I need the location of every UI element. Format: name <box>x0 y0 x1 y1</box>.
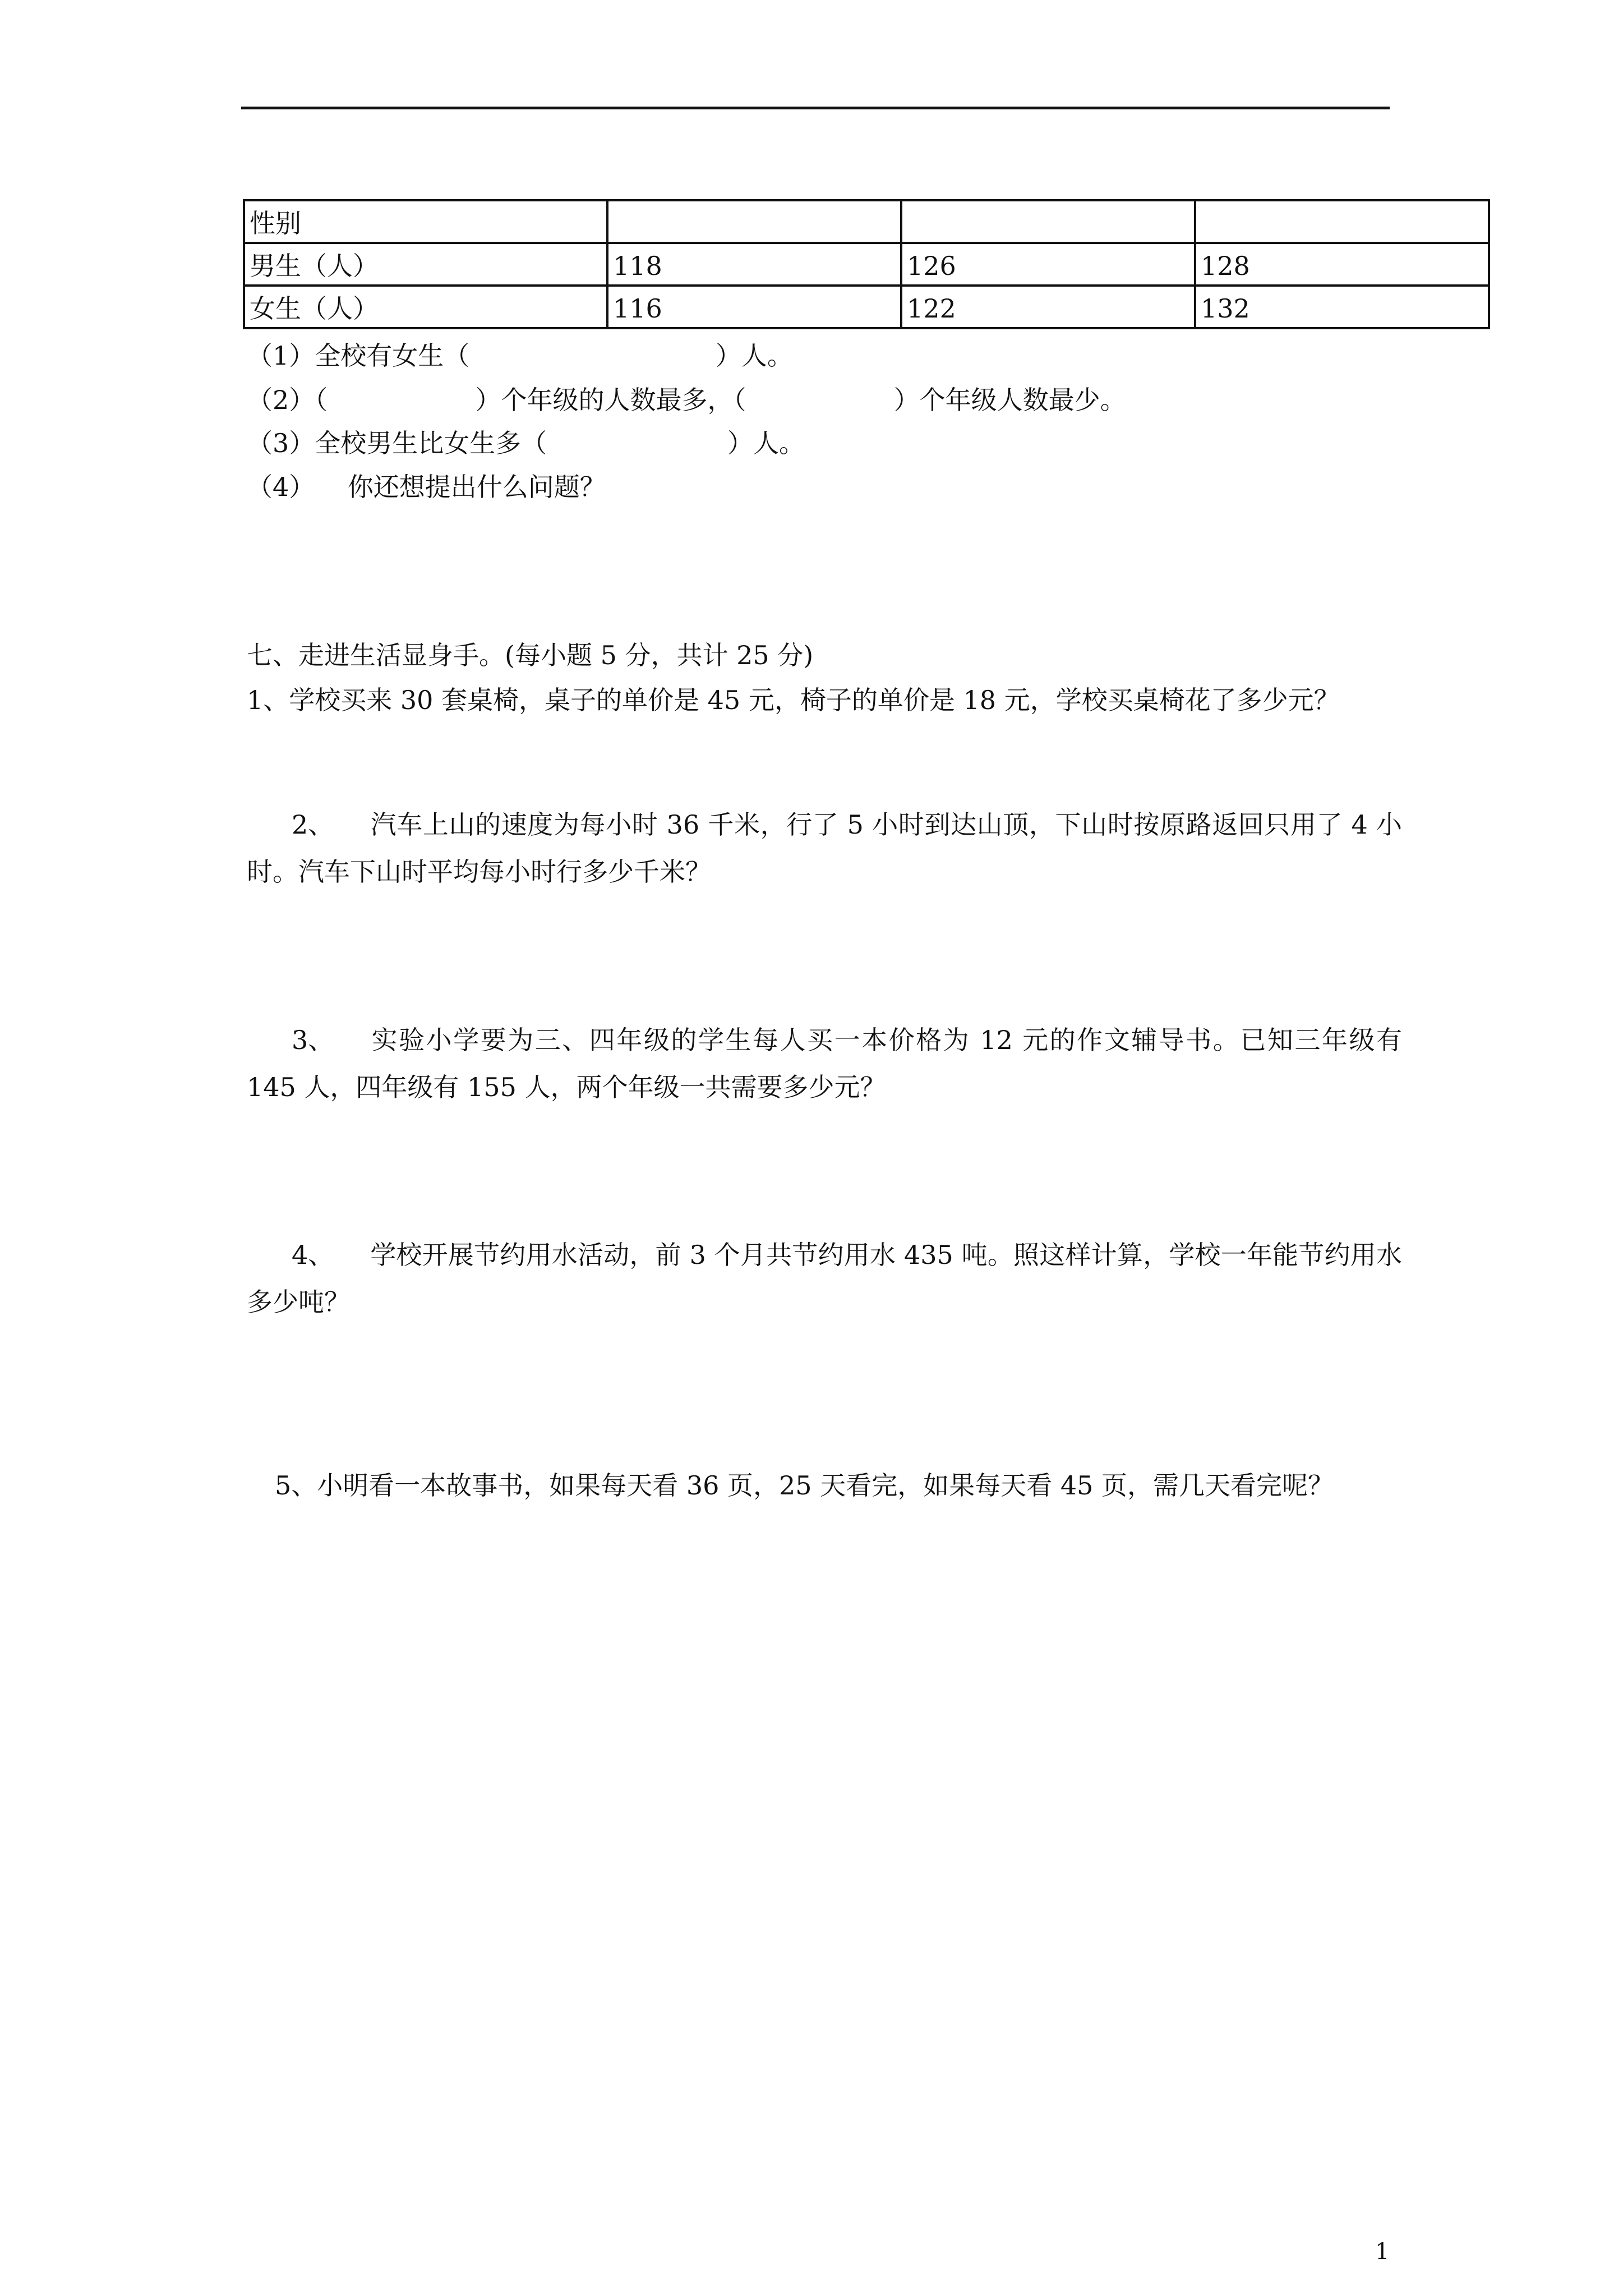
table-cell: 128 <box>1195 243 1489 286</box>
table-cell <box>1195 200 1489 243</box>
table-cell: 116 <box>607 286 901 328</box>
problem-4 <box>247 1231 1402 1326</box>
header-rule <box>241 107 1390 109</box>
problem-3 <box>247 1016 1402 1111</box>
problem-text: 实验小学要为三、四年级的学生每人买一本价格为 12 元的作文辅导书。已知三年级有 145 人，四年级有 155 人，两个年级一共需要多少元？ <box>247 1025 1402 1102</box>
table-row <box>244 286 1489 328</box>
section-heading: 七、走进生活显身手。(每小题 5 分，共计 25 分) <box>247 640 814 670</box>
question-2: （2）（ ）个年级的人数最多，（ ）个年级人数最少。 <box>247 385 1126 415</box>
question-3: （3）全校男生比女生多（ ）人。 <box>247 428 805 458</box>
problem-index: 2、 <box>292 809 334 840</box>
table-row <box>244 243 1489 286</box>
table-cell: 122 <box>901 286 1195 328</box>
problem-2 <box>247 801 1402 895</box>
student-count-table <box>243 199 1490 329</box>
table-cell: 女生（人） <box>244 286 607 328</box>
table-cell: 126 <box>901 243 1195 286</box>
problem-1: 1、学校买来 30 套桌椅，桌子的单价是 45 元，椅子的单价是 18 元，学校买桌椅花了多少元？ <box>247 685 1340 715</box>
problem-text: 汽车上山的速度为每小时 36 千米，行了 5 小时到达山顶，下山时按原路返回只用了 4 小时。汽车下山时平均每小时行多少千米？ <box>247 809 1402 887</box>
problem-5: 5、小明看一本故事书，如果每天看 36 页，25 天看完，如果每天看 45 页，需几天看完呢？ <box>275 1470 1334 1501</box>
question-4: （4） 你还想提出什么问题？ <box>247 472 606 502</box>
problem-index: 3、 <box>292 1025 334 1055</box>
problem-index: 4、 <box>292 1240 334 1270</box>
table-cell <box>607 200 901 243</box>
problem-text: 学校开展节约用水活动，前 3 个月共节约用水 435 吨。照这样计算，学校一年能节约用水多少吨？ <box>247 1240 1402 1317</box>
question-1: （1）全校有女生（ ）人。 <box>247 341 793 371</box>
table-cell: 男生（人） <box>244 243 607 286</box>
table-cell: 132 <box>1195 286 1489 328</box>
table-cell: 性别 <box>244 200 607 243</box>
table-cell <box>901 200 1195 243</box>
page-number: 1 <box>1375 2239 1390 2265</box>
table-cell: 118 <box>607 243 901 286</box>
table-row <box>244 200 1489 243</box>
